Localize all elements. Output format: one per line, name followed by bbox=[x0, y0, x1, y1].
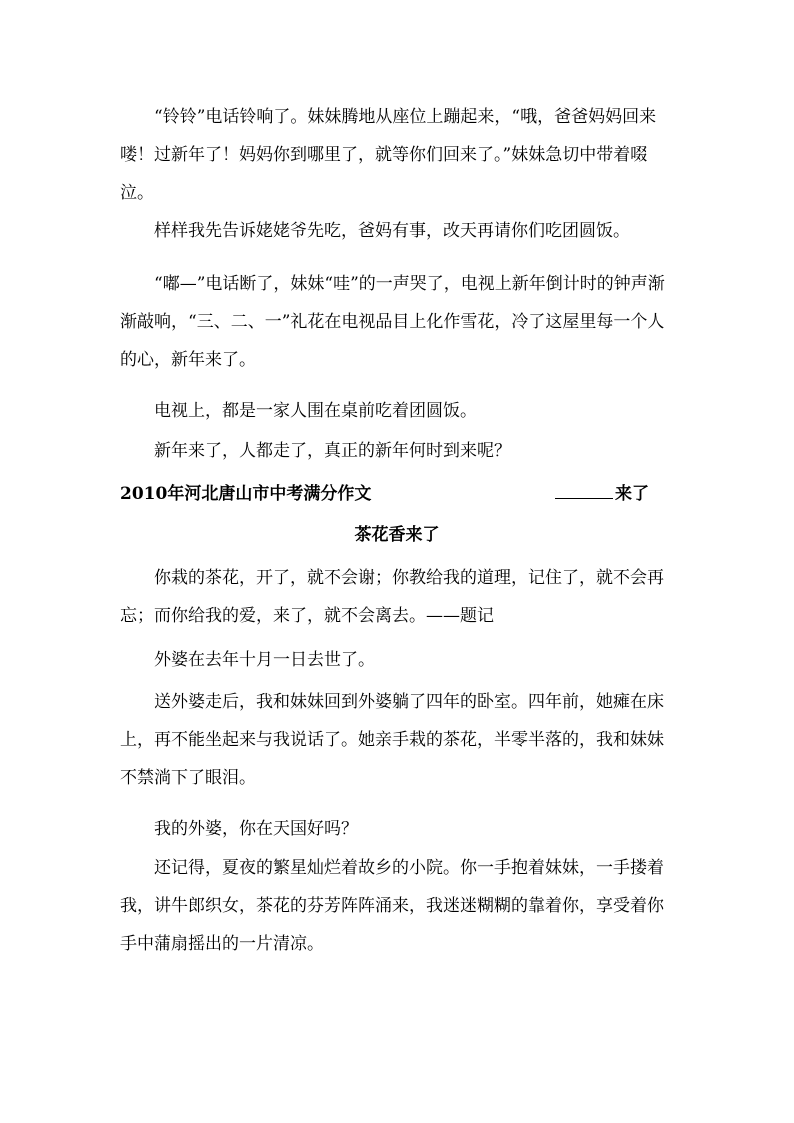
section-heading bbox=[120, 479, 680, 509]
paragraph-epigraph: 你栽的茶花，开了，就不会谢；你教给我的道理，记住了，就不会再忘；而你给我的爱，来了，就不会离去。——题记 bbox=[120, 568, 664, 626]
paragraph-new-year-question: 新年来了，人都走了，真正的新年何时到来呢？ bbox=[154, 441, 511, 461]
paragraph-summer-night: 还记得，夏夜的繁星灿烂着故乡的小院。你一手抱着妹妹，一手搂着我，讲牛郎织女，茶花的芬芳阵阵涌来，我迷迷糊糊的靠着你，享受着你手中蒲扇摇出的一片清凉。 bbox=[120, 858, 664, 954]
paragraph-bedroom: 送外婆走后，我和妹妹回到外婆躺了四年的卧室。四年前，她瘫在床上，再不能坐起来与我说话了。她亲手栽的茶花，半零半落的，我和妹妹不禁淌下了眼泪。 bbox=[120, 692, 664, 788]
paragraph-grandparents: 样样我先告诉姥姥爷先吃，爸妈有事，改天再请你们吃团圆饭。 bbox=[154, 221, 630, 241]
paragraph-phone-ring: “铃铃”电话铃响了。妹妹腾地从座位上蹦起来，“哦，爸爸妈妈回来喽！过新年了！妈妈你到哪里了，就等你们回来了。”妹妹急切中带着啜泣。 bbox=[120, 107, 657, 203]
section-heading-topic-suffix: 来了 bbox=[615, 484, 649, 504]
paragraph-grandma-passed: 外婆在去年十月一日去世了。 bbox=[154, 650, 375, 670]
paragraph-countdown: “嘟—”电话断了，妹妹“哇”的一声哭了，电视上新年倒计时的钟声渐渐敲响，“三、二、一”礼花在电视品目上化作雪花，冷了这屋里每一个人的心，新年来了。 bbox=[120, 274, 665, 370]
section-heading-topic bbox=[555, 479, 649, 509]
paragraph-tv-reunion: 电视上，都是一家人围在桌前吃着团圆饭。 bbox=[154, 401, 477, 421]
fill-in-blank-line bbox=[555, 480, 613, 499]
paragraph-heaven-question: 我的外婆，你在天国好吗？ bbox=[154, 819, 358, 839]
section-heading-source: 2010年河北唐山市中考满分作文 bbox=[120, 484, 372, 504]
essay-title: 茶花香来了 bbox=[354, 525, 440, 545]
